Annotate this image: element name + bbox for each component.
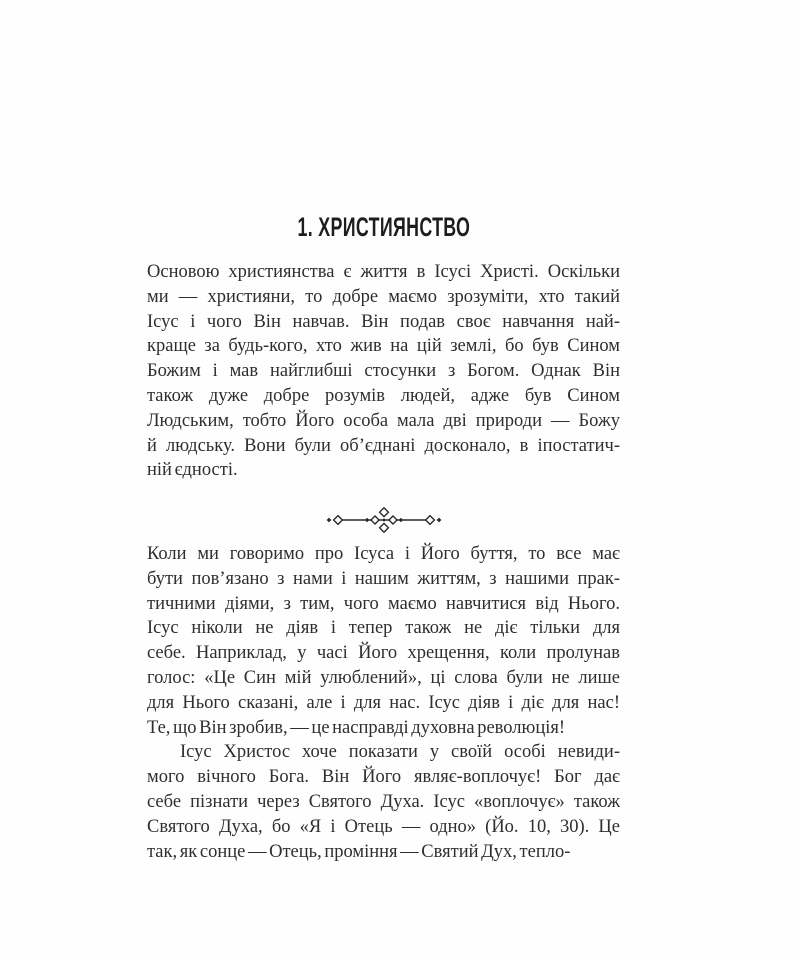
text-line: так, як сонце — Отець, проміння — Святий Дух, тепло- (147, 841, 571, 862)
text-column-lower (147, 542, 620, 864)
text-line: бути пов’язано з нами і нашим життям, з нашими прак- (147, 568, 620, 589)
text-line: також дуже добре розумів людей, адже був Сином (147, 385, 620, 406)
text-line: Ісус Христос хоче показати у своїй особі невиди- (180, 742, 620, 763)
text-line: себе пізнати через Святого Духа. Ісус «воплочує» також (147, 791, 620, 812)
text-line: Основою християнства є життя в Ісусі Христі. Оскільки (147, 262, 620, 282)
fleuron-divider-icon (325, 505, 443, 535)
ornament-divider (147, 505, 620, 535)
text-line: ми — християни, то добре маємо зрозуміти, хто такий (147, 286, 620, 307)
text-line: мого вічного Бога. Він Його являє-воплочує! Бог дає (147, 767, 620, 788)
text-line: для Нього сказані, але і для нас. Ісус діяв і діє для нас! (147, 692, 620, 713)
text-column-upper (147, 260, 620, 483)
text-line: ній єдності. (147, 460, 238, 481)
chapter-title-text: 1. ХРИСТИЯНСТВО (297, 212, 470, 242)
paragraph (147, 260, 620, 483)
text-line: й людську. Вони були об’єднані досконало, в іпостатич- (147, 435, 620, 456)
text-line: голос: «Це Син мій улюблений», ці слова були не лише (147, 667, 620, 688)
paragraph (147, 542, 620, 740)
text-line: Те, що Він зробив, — це насправді духовна революція! (147, 717, 566, 738)
text-line: краще за будь-кого, хто жив на цій землі, бо був Сином (147, 336, 620, 357)
text-line: Коли ми говоримо про Ісуса і Його буття, то все має (147, 544, 620, 564)
paragraph (147, 740, 620, 864)
text-line: себе. Наприклад, у часі Його хрещення, коли пролунав (147, 643, 620, 664)
text-line: Людським, тобто Його особа мала дві природи — Божу (147, 410, 620, 431)
text-line: Божим і мав найглибші стосунки з Богом. Однак Він (147, 361, 620, 382)
text-line: Ісус і чого Він навчав. Він подав своє навчання най- (147, 311, 620, 332)
text-line: Святого Духа, бо «Я і Отець — одно» (Йо. 10, 30). Це (147, 816, 620, 837)
text-line: Ісус ніколи не діяв і тепер також не діє тільки для (147, 618, 620, 639)
chapter-title (147, 212, 620, 242)
text-line: тичними діями, з тим, чого маємо навчитися від Нього. (147, 593, 620, 614)
